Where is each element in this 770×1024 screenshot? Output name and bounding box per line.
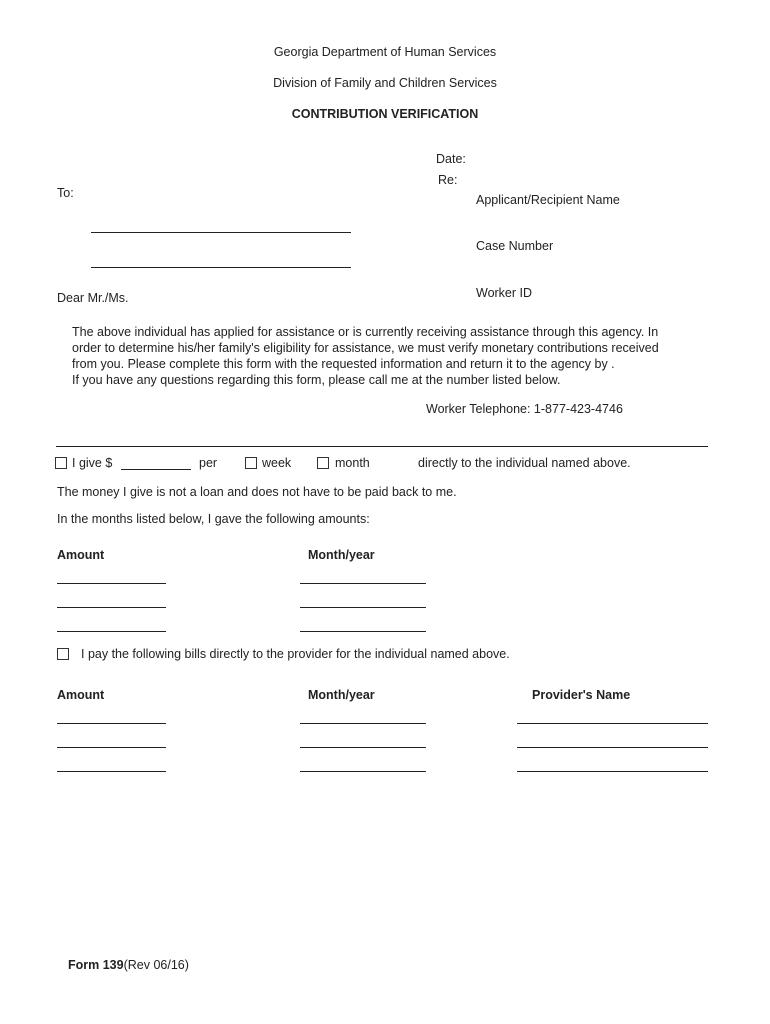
- i-give-label: I give $: [72, 456, 113, 470]
- bills-amount-header: Amount: [57, 688, 105, 702]
- month-label: month: [335, 456, 370, 470]
- bills-month-year-field-2[interactable]: [300, 747, 426, 748]
- body-paragraph: [72, 324, 682, 388]
- months-listed-statement: In the months listed below, I gave the following amounts:: [57, 512, 370, 526]
- bills-amount-field-2[interactable]: [57, 747, 166, 748]
- applicant-name-label: Applicant/Recipient Name: [476, 193, 620, 207]
- amount-field-1[interactable]: [57, 583, 166, 584]
- body-line-1: The above individual has applied for assistance or is currently receiving assistance through this agency. In: [72, 325, 659, 339]
- bills-month-year-header: Month/year: [308, 688, 375, 702]
- agency-title: Georgia Department of Human Services: [273, 45, 497, 59]
- amount-field-2[interactable]: [57, 607, 166, 608]
- to-label: To:: [57, 186, 74, 200]
- form-revision: (Rev 06/16): [123, 958, 189, 972]
- bills-month-year-field-1[interactable]: [300, 723, 426, 724]
- month-year-field-2[interactable]: [300, 607, 426, 608]
- worker-id-label: Worker ID: [476, 286, 533, 300]
- per-label: per: [199, 456, 218, 470]
- bills-amount-field-1[interactable]: [57, 723, 166, 724]
- to-address-line-2[interactable]: [91, 267, 351, 268]
- worker-telephone: Worker Telephone: 1-877-423-4746: [426, 402, 623, 416]
- month-year-field-3[interactable]: [300, 631, 426, 632]
- form-footer: [68, 958, 189, 972]
- section-divider: [56, 446, 708, 447]
- bills-amount-field-3[interactable]: [57, 771, 166, 772]
- case-number-label: Case Number: [476, 239, 554, 253]
- form-number: Form 139: [68, 958, 124, 972]
- re-label: Re:: [438, 173, 458, 187]
- body-line-3: from you. Please complete this form with the requested information and return it to the agency by .: [72, 357, 615, 371]
- division-title: Division of Family and Children Services: [273, 76, 497, 90]
- week-checkbox[interactable]: [245, 457, 257, 469]
- month-checkbox[interactable]: [317, 457, 329, 469]
- form-title: CONTRIBUTION VERIFICATION: [291, 107, 479, 121]
- pay-bills-checkbox[interactable]: [57, 648, 69, 660]
- date-label: Date:: [436, 152, 466, 166]
- month-year-header: Month/year: [308, 548, 375, 562]
- pay-bills-label: I pay the following bills directly to the provider for the individual named above.: [81, 647, 510, 661]
- amount-field-3[interactable]: [57, 631, 166, 632]
- bills-month-year-field-3[interactable]: [300, 771, 426, 772]
- not-loan-statement: The money I give is not a loan and does not have to be paid back to me.: [57, 485, 457, 499]
- salutation: Dear Mr./Ms.: [57, 291, 129, 305]
- amount-header: Amount: [57, 548, 105, 562]
- provider-name-field-3[interactable]: [517, 771, 708, 772]
- body-line-2: order to determine his/her family's eligibility for assistance, we must verify monetary contributions received: [72, 341, 659, 355]
- to-address-line-1[interactable]: [91, 232, 351, 233]
- provider-name-field-2[interactable]: [517, 747, 708, 748]
- give-amount-field[interactable]: [121, 469, 191, 470]
- week-label: week: [262, 456, 292, 470]
- provider-name-field-1[interactable]: [517, 723, 708, 724]
- i-give-checkbox[interactable]: [55, 457, 67, 469]
- body-line-4: If you have any questions regarding this form, please call me at the number listed below.: [72, 373, 561, 387]
- directly-label: directly to the individual named above.: [418, 456, 631, 470]
- provider-name-header: Provider's Name: [532, 688, 631, 702]
- month-year-field-1[interactable]: [300, 583, 426, 584]
